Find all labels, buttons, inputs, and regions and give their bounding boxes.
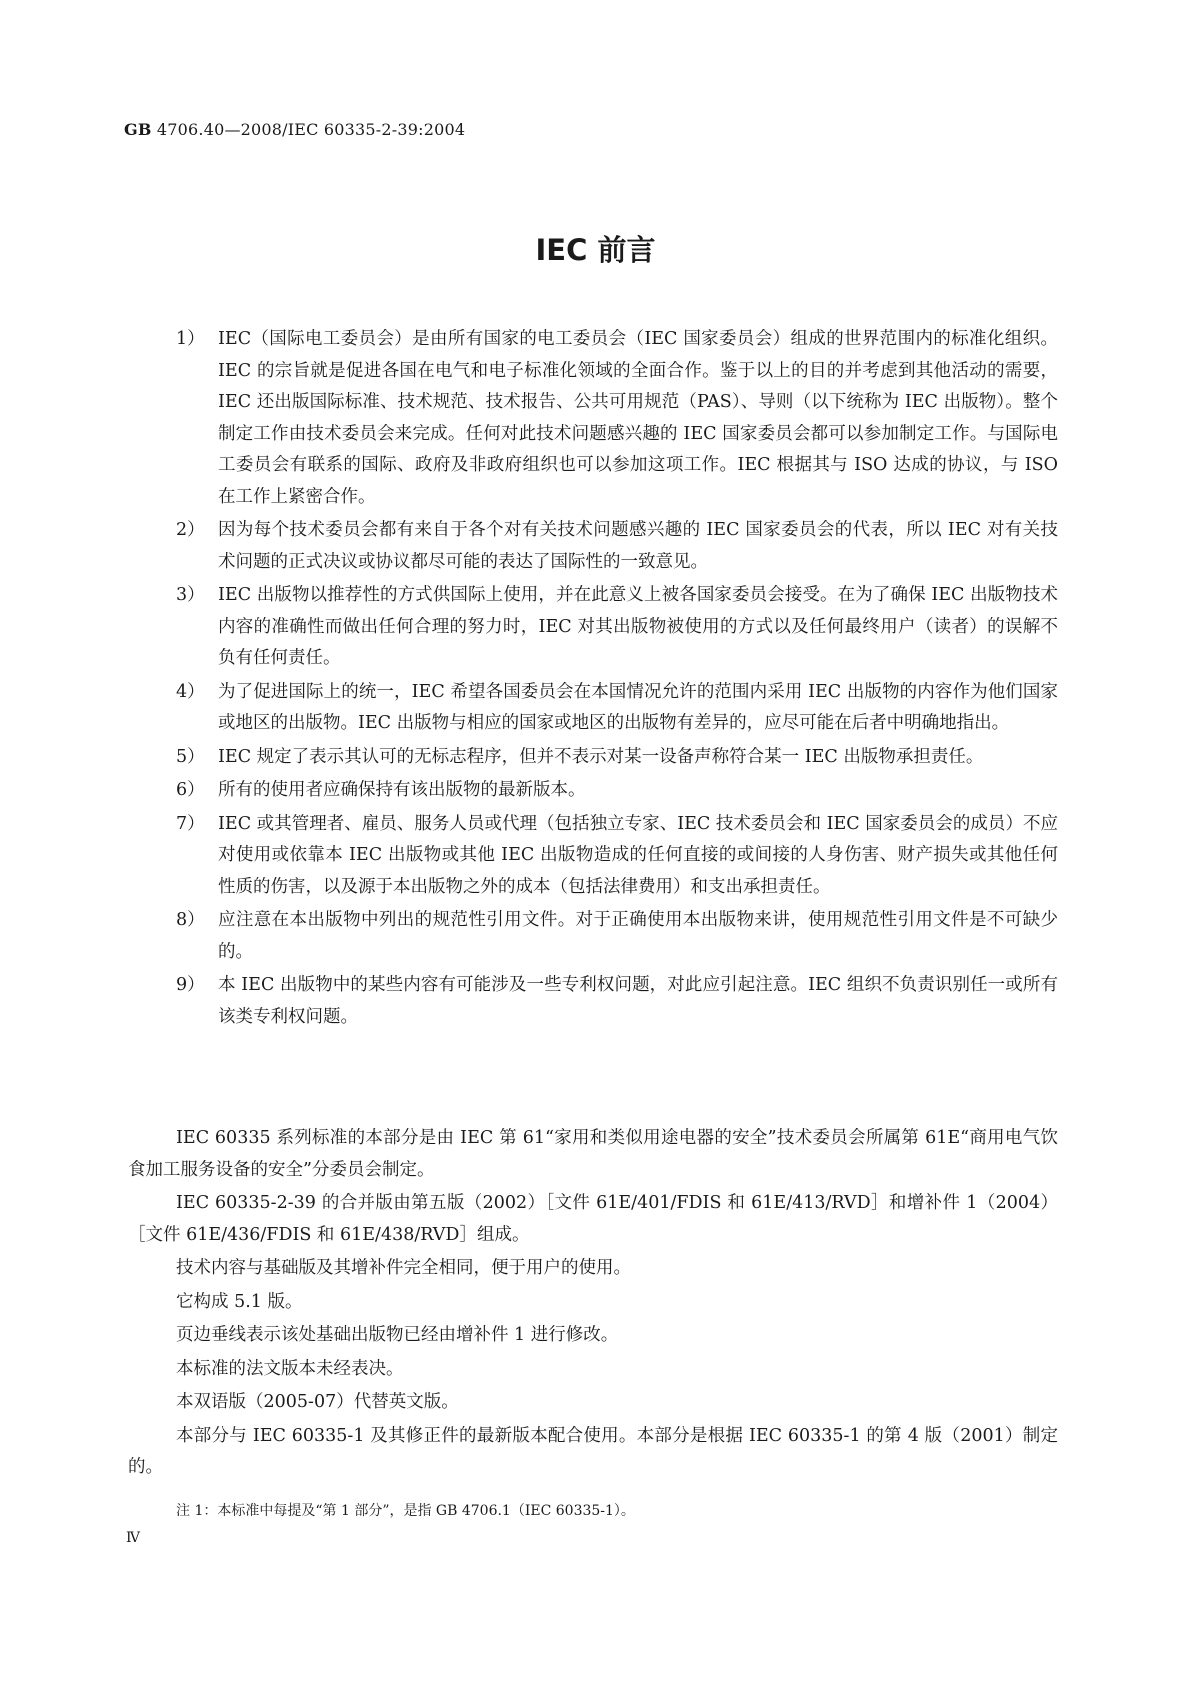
paragraph: 本双语版（2005-07）代替英文版。 (176, 1392, 459, 1412)
paragraph: IEC 60335-2-39 的合并版由第五版（2002）［文件 61E/401/FDIS 和 61E/413/RVD］和增补件 1（2004）［文件 61E/436/FDIS 和 61E/438/RVD］组成。 (128, 1193, 1058, 1245)
item-text: IEC（国际电工委员会）是由所有国家的电工委员会（IEC 国家委员会）组成的世界范围内的标准化组织。IEC 的宗旨就是促进各国在电气和电子标准化领域的全面合作。鉴于以上的目的并考虑到其他活动的需要，IEC 还出版国际标准、技术规范、技术报告、公共可用规范（PAS）、导则（以下统称为 IEC 出版物）。整个制定工作由技术委员会来完成。任何对此技术问题感兴趣的 IEC 国家委员会都可以参加制定工作。与国际电工委员会有联系的国际、政府及非政府组织也可以参加这项工作。IEC 根据其与 ISO 达成的协议，与 ISO 在工作上紧密合作。 (218, 329, 1058, 507)
item-number: 4） (176, 681, 205, 702)
page-number: Ⅳ (126, 1530, 140, 1546)
paragraph: 本标准的法文版本未经表决。 (176, 1358, 404, 1379)
item-text: 本 IEC 出版物中的某些内容有可能涉及一些专利权问题，对此应引起注意。IEC 组织不负责识别任一或所有该类专利权问题。 (218, 975, 1058, 1027)
body-paragraphs (128, 1123, 1058, 1486)
item-number: 6） (176, 780, 205, 800)
paragraph: 技术内容与基础版及其增补件完全相同，便于用户的使用。 (176, 1258, 631, 1278)
item-text: IEC 出版物以推荐性的方式供国际上使用，并在此意义上被各国家委员会接受。在为了确保 IEC 出版物技术内容的准确性而做出任何合理的努力时，IEC 对其出版物被使用的方式以及任何最终用户（读者）的误解不负有任何责任。 (218, 585, 1058, 668)
item-text: IEC 规定了表示其认可的无标志程序，但并不表示对某一设备声称符合某一 IEC 出版物承担责任。 (218, 746, 984, 767)
standard-code: 4706.40—2008/IEC 60335-2-39:2004 (156, 120, 466, 139)
paragraph: IEC 60335 系列标准的本部分是由 IEC 第 61“家用和类似用途电器的安全”技术委员会所属第 61E“商用电气饮食加工服务设备的安全”分委员会制定。 (128, 1128, 1058, 1180)
list-item (176, 580, 1058, 675)
footnote: 注 1：本标准中每提及“第 1 部分”，是指 GB 4706.1（IEC 60335-1）。 (176, 1503, 635, 1519)
item-number: 9） (176, 975, 205, 995)
item-number: 3） (176, 585, 205, 605)
list-item (176, 775, 1058, 807)
list-item (176, 515, 1058, 578)
page-title: IEC 前言 (535, 233, 656, 267)
document-header (124, 120, 465, 139)
item-text: 为了促进国际上的统一，IEC 希望各国委员会在本国情况允许的范围内采用 IEC 出版物的内容作为他们国家或地区的出版物。IEC 出版物与相应的国家或地区的出版物有差异的，应尽可能在后者中明确地指出。 (218, 681, 1058, 733)
item-number: 1） (176, 329, 205, 349)
list-item (176, 970, 1058, 1033)
list-item (176, 677, 1058, 740)
list-item (176, 324, 1058, 513)
paragraph: 本部分与 IEC 60335-1 及其修正件的最新版本配合使用。本部分是根据 IEC 60335-1 的第 4 版（2001）制定的。 (128, 1425, 1058, 1477)
item-number: 7） (176, 813, 205, 834)
list-item (176, 905, 1058, 968)
item-text: 因为每个技术委员会都有来自于各个对有关技术问题感兴趣的 IEC 国家委员会的代表，所以 IEC 对有关技术问题的正式决议或协议都尽可能的表达了国际性的一致意见。 (218, 520, 1058, 572)
paragraph: 页边垂线表示该处基础出版物已经由增补件 1 进行修改。 (176, 1325, 619, 1345)
standard-prefix: GB (124, 120, 152, 139)
list-item (176, 809, 1058, 904)
item-text: IEC 或其管理者、雇员、服务人员或代理（包括独立专家、IEC 技术委员会和 IEC 国家委员会的成员）不应对使用或依靠本 IEC 出版物或其他 IEC 出版物造成的任何直接的或间接的人身伤害、财产损失或其他任何性质的伤害，以及源于本出版物之外的成本（包括法律费用）和支出承担责任。 (218, 813, 1058, 897)
item-text: 所有的使用者应确保持有该出版物的最新版本。 (218, 780, 586, 800)
item-number: 2） (176, 520, 205, 540)
item-number: 8） (176, 910, 205, 930)
item-number: 5） (176, 746, 205, 767)
list-item (176, 742, 1058, 774)
numbered-list (176, 324, 1058, 1035)
item-text: 应注意在本出版物中列出的规范性引用文件。对于正确使用本出版物来讲，使用规范性引用文件是不可缺少的。 (218, 910, 1058, 962)
paragraph: 它构成 5.1 版。 (176, 1291, 303, 1312)
